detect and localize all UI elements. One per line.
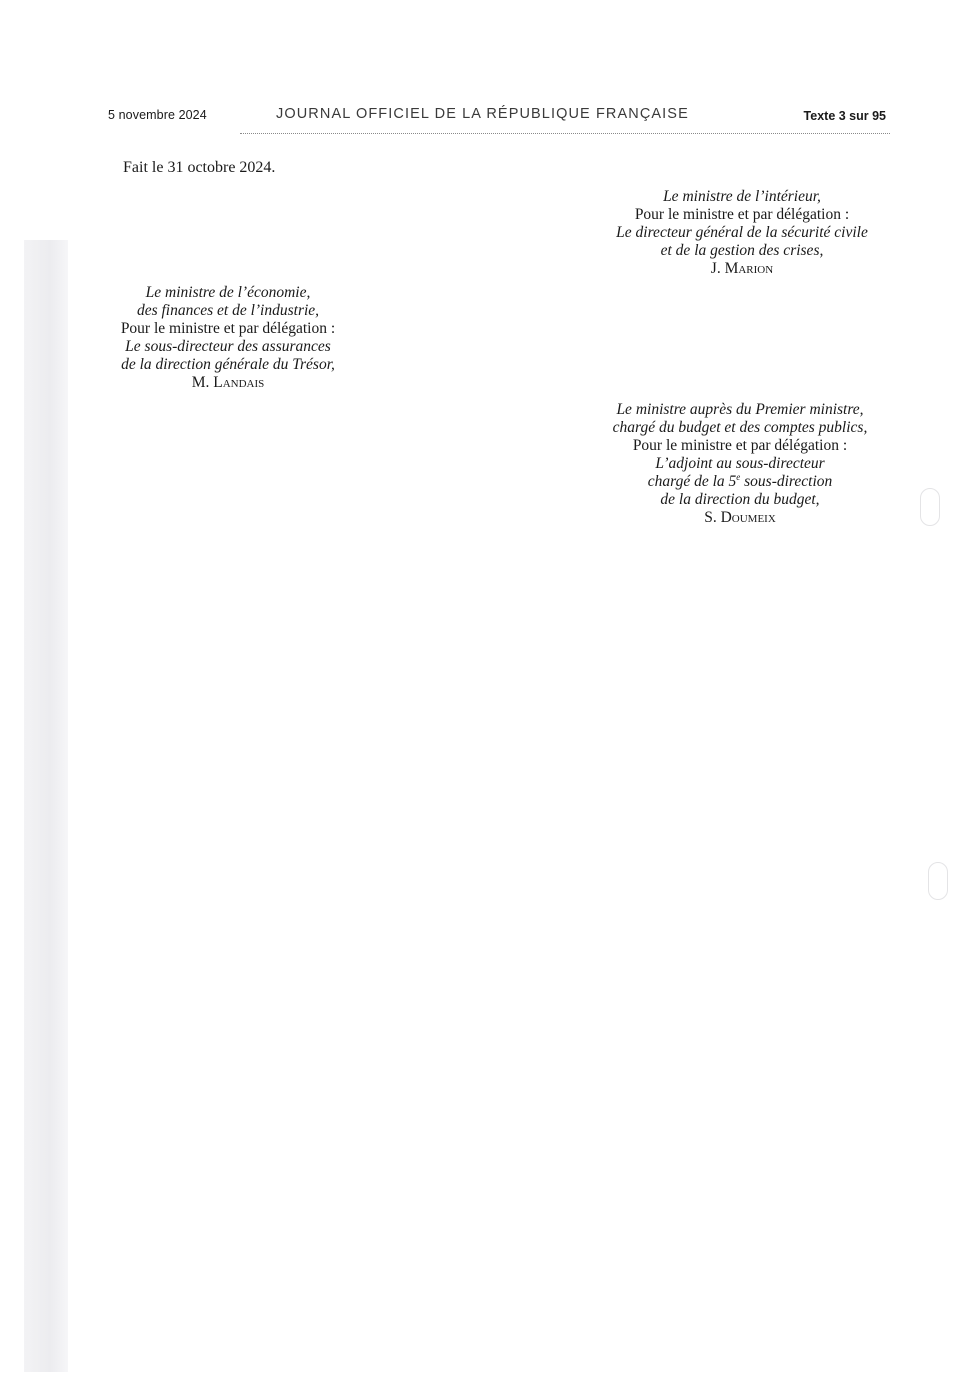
signature-line: Pour le ministre et par délégation : <box>632 437 848 454</box>
signature-line: L’adjoint au sous-directeur <box>655 455 825 472</box>
signature-line: et de la gestion des crises, <box>660 242 824 259</box>
ordinal-superscript: e <box>736 471 741 482</box>
signature-line: chargé du budget et des comptes publics, <box>612 419 868 436</box>
signature-line: de la direction du budget, <box>660 491 820 508</box>
signature-line: Le ministre de l’intérieur, <box>663 188 821 205</box>
signature-economie <box>96 284 360 392</box>
signature-text: chargé de la 5 <box>647 473 737 490</box>
signature-line: des finances et de l’industrie, <box>136 302 320 319</box>
signature-line: Le directeur général de la sécurité civile <box>616 224 868 241</box>
journal-title: JOURNAL OFFICIEL DE LA RÉPUBLIQUE FRANÇAISE <box>276 106 689 122</box>
punch-hole-mark <box>920 488 940 526</box>
signature-line: Pour le ministre et par délégation : <box>120 320 336 337</box>
scan-edge-shadow <box>24 240 68 1372</box>
signature-line: Pour le ministre et par délégation : <box>634 206 850 223</box>
signature-budget <box>585 401 895 527</box>
header-rule <box>240 133 890 134</box>
signatory-name: J. Marion <box>710 260 774 277</box>
signature-line: Le ministre auprès du Premier ministre, <box>616 401 864 418</box>
signature-line: Le sous-directeur des assurances <box>125 338 331 355</box>
signature-line <box>585 473 895 491</box>
signature-line: de la direction générale du Trésor, <box>121 356 335 373</box>
signatory-name: M. Landais <box>191 374 265 391</box>
done-date-line: Fait le 31 octobre 2024. <box>123 159 276 176</box>
signature-text: sous-direction <box>740 473 833 490</box>
signature-line: Le ministre de l’économie, <box>145 284 311 301</box>
page-header <box>108 104 888 130</box>
page-indicator: Texte 3 sur 95 <box>803 109 886 123</box>
header-date: 5 novembre 2024 <box>108 108 207 122</box>
signature-interieur <box>590 188 894 278</box>
signatory-name: S. Doumeix <box>704 509 776 526</box>
punch-hole-mark <box>928 862 948 900</box>
